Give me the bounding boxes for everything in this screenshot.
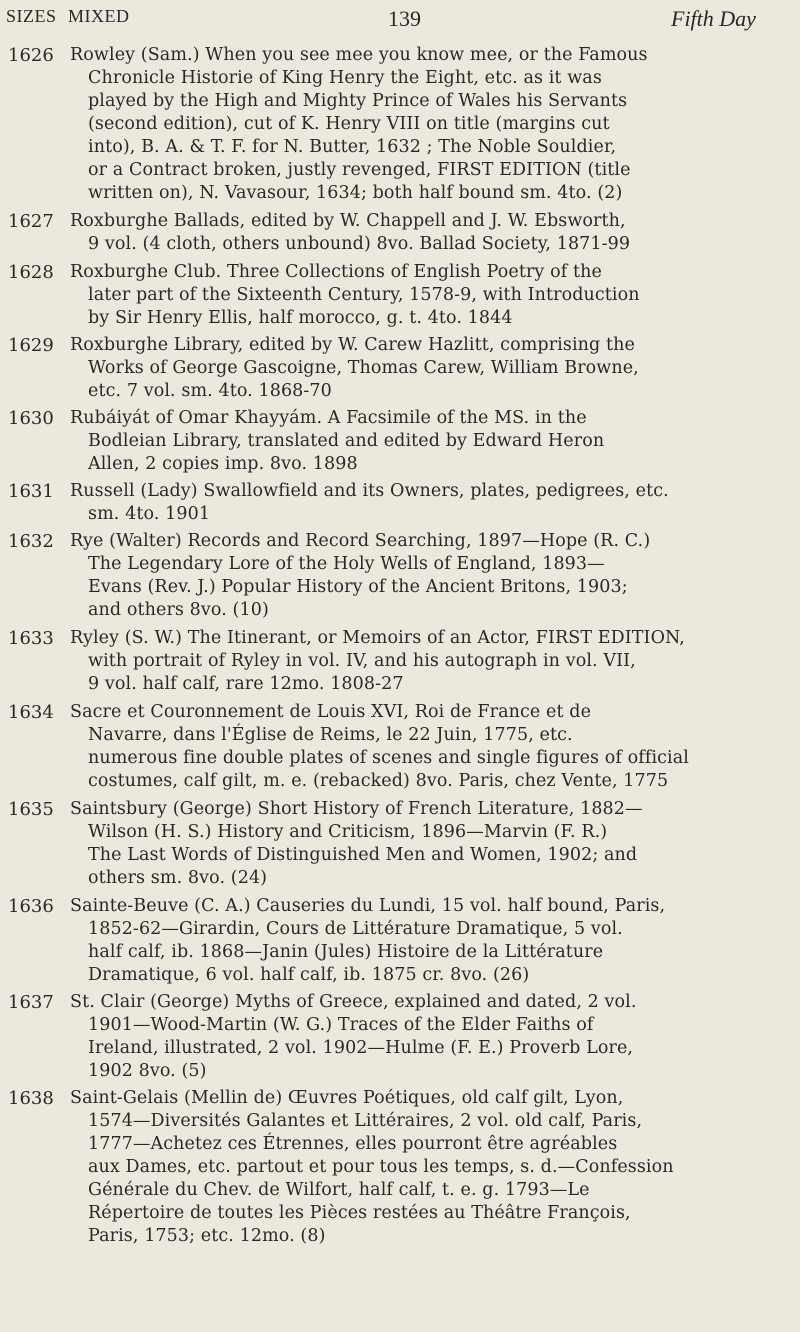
lot-line: Paris, 1753; etc. 12mo. (8) — [88, 1226, 326, 1246]
lot-entry — [0, 627, 800, 696]
lot-line: written on), N. Vavasour, 1634; both half bound sm. 4to. (2) — [88, 183, 623, 203]
lot-line: Répertoire de toutes les Pièces restées au Théâtre François, — [88, 1203, 631, 1223]
lot-line: into), B. A. & T. F. for N. Butter, 1632 ; The Noble Souldier, — [88, 137, 617, 157]
lot-line: Générale du Chev. de Wilfort, half calf, t. e. g. 1793—Le — [88, 1180, 590, 1200]
lot-line: 1777—Achetez ces Étrennes, elles pourront être agréables — [88, 1134, 618, 1154]
lot-entry — [0, 530, 800, 622]
lot-number: 1638 — [8, 1088, 54, 1109]
lot-description — [70, 627, 784, 696]
lot-number: 1637 — [8, 992, 54, 1013]
lot-line: The Last Words of Distinguished Men and Women, 1902; and — [88, 845, 638, 865]
page-number: 139 — [388, 6, 421, 31]
lot-description — [70, 798, 784, 890]
lot-number: 1632 — [8, 531, 54, 552]
lot-number: 1631 — [8, 481, 54, 502]
lot-line: later part of the Sixteenth Century, 1578-9, with Introduction — [88, 285, 640, 305]
lot-entry — [0, 210, 800, 256]
lot-line: 1852-62—Girardin, Cours de Littérature Dramatique, 5 vol. — [88, 919, 623, 939]
lot-line: or a Contract broken, justly revenged, FIRST EDITION (title — [88, 160, 631, 180]
lot-line: Allen, 2 copies imp. 8vo. 1898 — [88, 454, 358, 474]
lot-entry — [0, 991, 800, 1083]
lot-line: Wilson (H. S.) History and Criticism, 1896—Marvin (F. R.) — [88, 822, 608, 842]
lot-line: The Legendary Lore of the Holy Wells of England, 1893— — [88, 554, 605, 574]
lot-line: Bodleian Library, translated and edited by Edward Heron — [88, 431, 605, 451]
header-mixed: MIXED — [68, 6, 130, 26]
lot-line: Sainte-Beuve (C. A.) Causeries du Lundi, 15 vol. half bound, Paris, — [70, 896, 666, 916]
lot-description — [70, 991, 784, 1083]
lot-number: 1635 — [8, 799, 54, 820]
lot-entry — [0, 798, 800, 890]
header-day: Fifth Day — [671, 6, 756, 31]
lot-line: Roxburghe Ballads, edited by W. Chappell and J. W. Ebsworth, — [70, 211, 626, 231]
lot-line: Sacre et Couronnement de Louis XVI, Roi de France et de — [70, 702, 592, 722]
lot-line: Russell (Lady) Swallowfield and its Owners, plates, pedigrees, etc. — [70, 481, 669, 501]
lot-number: 1627 — [8, 211, 54, 232]
lot-line: 1574—Diversités Galantes et Littéraires, 2 vol. old calf, Paris, — [88, 1111, 643, 1131]
lot-line: etc. 7 vol. sm. 4to. 1868-70 — [88, 381, 332, 401]
lot-line: 9 vol. (4 cloth, others unbound) 8vo. Ballad Society, 1871-99 — [88, 234, 631, 254]
lot-line: played by the High and Mighty Prince of Wales his Servants — [88, 91, 628, 111]
lot-number: 1629 — [8, 335, 54, 356]
lot-line: others sm. 8vo. (24) — [88, 868, 268, 888]
lot-line: Roxburghe Library, edited by W. Carew Hazlitt, comprising the — [70, 335, 635, 355]
lot-line: Saintsbury (George) Short History of French Literature, 1882— — [70, 799, 643, 819]
lot-line: half calf, ib. 1868—Janin (Jules) Histoire de la Littérature — [88, 942, 604, 962]
lot-description — [70, 334, 784, 403]
lot-number: 1633 — [8, 628, 54, 649]
lot-number: 1626 — [8, 45, 54, 66]
lot-entry — [0, 261, 800, 330]
lot-line: St. Clair (George) Myths of Greece, explained and dated, 2 vol. — [70, 992, 637, 1012]
lot-line: sm. 4to. 1901 — [88, 504, 211, 524]
lot-line: Dramatique, 6 vol. half calf, ib. 1875 cr. 8vo. (26) — [88, 965, 530, 985]
lot-number: 1636 — [8, 896, 54, 917]
lot-line: Saint-Gelais (Mellin de) Œuvres Poétiques, old calf gilt, Lyon, — [70, 1088, 624, 1108]
lot-entry — [0, 1087, 800, 1248]
lot-entry — [0, 701, 800, 793]
lot-line: Navarre, dans l'Église de Reims, le 22 Juin, 1775, etc. — [88, 725, 573, 745]
lot-line: and others 8vo. (10) — [88, 600, 269, 620]
lot-number: 1630 — [8, 408, 54, 429]
lot-number: 1634 — [8, 702, 54, 723]
lot-line: Rye (Walter) Records and Record Searching, 1897—Hope (R. C.) — [70, 531, 651, 551]
lot-line: with portrait of Ryley in vol. IV, and his autograph in vol. VII, — [88, 651, 636, 671]
lot-line: Evans (Rev. J.) Popular History of the Ancient Britons, 1903; — [88, 577, 628, 597]
lot-entry — [0, 407, 800, 476]
lot-line: 1902 8vo. (5) — [88, 1061, 207, 1081]
lot-line: Rowley (Sam.) When you see mee you know mee, or the Famous — [70, 45, 648, 65]
lot-line: numerous fine double plates of scenes and single figures of official — [88, 748, 689, 768]
lot-description — [70, 530, 784, 622]
page-header — [6, 0, 786, 34]
lot-entry — [0, 480, 800, 526]
header-sizes: SIZES — [6, 6, 57, 26]
lot-line: 1901—Wood-Martin (W. G.) Traces of the Elder Faiths of — [88, 1015, 594, 1035]
lot-entry — [0, 44, 800, 205]
lot-line: by Sir Henry Ellis, half morocco, g. t. 4to. 1844 — [88, 308, 513, 328]
lot-description — [70, 261, 784, 330]
lot-line: aux Dames, etc. partout et pour tous les temps, s. d.—Confession — [88, 1157, 674, 1177]
lot-description — [70, 1087, 784, 1248]
lot-description — [70, 44, 784, 205]
lot-line: Works of George Gascoigne, Thomas Carew, William Browne, — [88, 358, 639, 378]
lot-number: 1628 — [8, 262, 54, 283]
lot-line: Ireland, illustrated, 2 vol. 1902—Hulme (F. E.) Proverb Lore, — [88, 1038, 634, 1058]
lot-description — [70, 210, 784, 256]
lot-line: Rubáiyát of Omar Khayyám. A Facsimile of the MS. in the — [70, 408, 587, 428]
lot-description — [70, 701, 784, 793]
lot-line: Ryley (S. W.) The Itinerant, or Memoirs of an Actor, FIRST EDITION, — [70, 628, 685, 648]
lot-entry — [0, 334, 800, 403]
lot-line: (second edition), cut of K. Henry VIII on title (margins cut — [88, 114, 610, 134]
lot-line: costumes, calf gilt, m. e. (rebacked) 8vo. Paris, chez Vente, 1775 — [88, 771, 669, 791]
lot-description — [70, 407, 784, 476]
lot-entry — [0, 895, 800, 987]
lot-line: Roxburghe Club. Three Collections of English Poetry of the — [70, 262, 602, 282]
lot-list — [0, 40, 800, 1248]
lot-description — [70, 895, 784, 987]
lot-description — [70, 480, 784, 526]
lot-line: 9 vol. half calf, rare 12mo. 1808-27 — [88, 674, 404, 694]
lot-line: Chronicle Historie of King Henry the Eight, etc. as it was — [88, 68, 602, 88]
